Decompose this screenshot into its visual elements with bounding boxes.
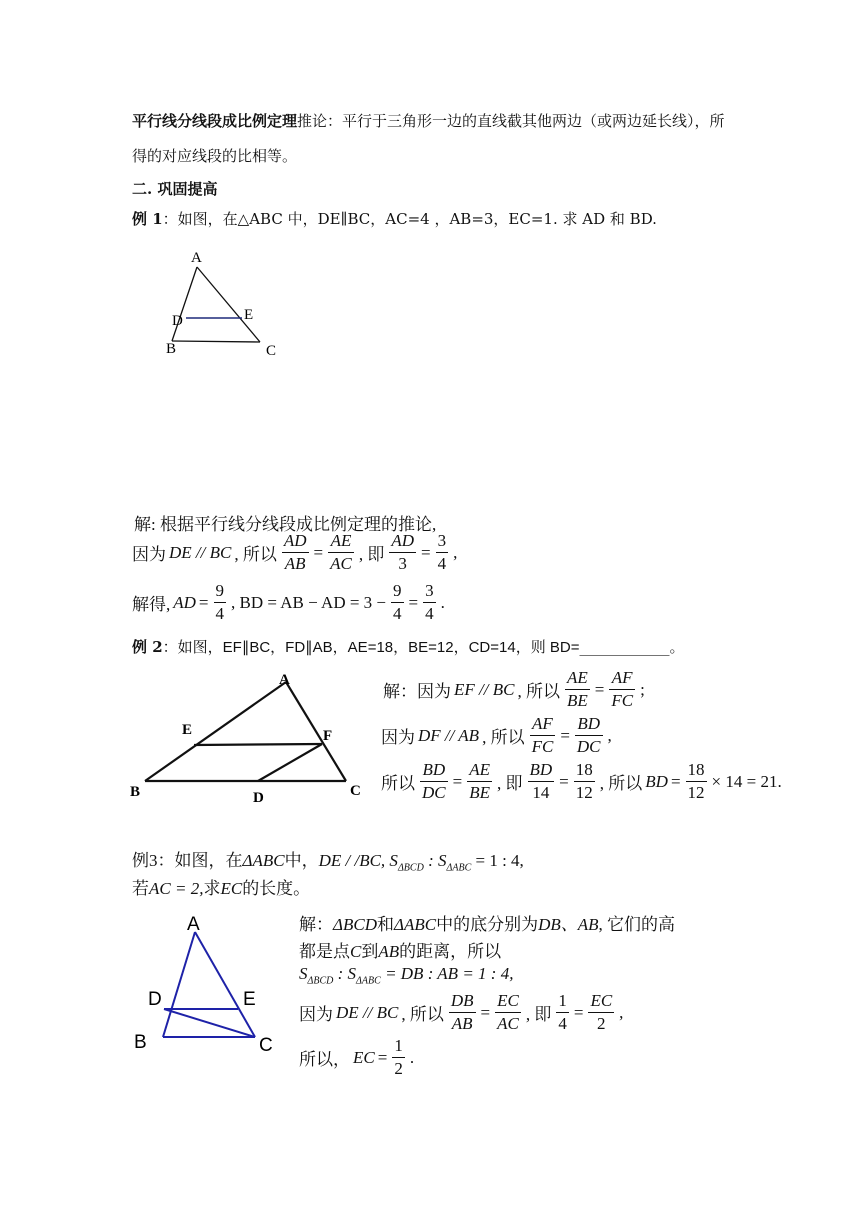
ex1-solution-line-3: 解得, AD = $\frac{9}{4}$ , BD = AB − AD = 3 − $\frac{9}{4}$ = $\frac{3}{4}$ . [132,581,445,623]
example-2-question: 例 2：如图，EF∥BC，FD∥AB，AE=18，BE=12，CD=14，则 BD=____________。 [132,638,685,656]
fraction: $\frac{AE}{AC}$ [330,531,352,573]
ex1-label-E: E [244,307,254,323]
fraction: $\frac{3}{4}$ [425,581,434,623]
fraction: $\frac{1}{4}$ [558,991,567,1033]
section-heading: 二. 巩固提高 [132,180,218,198]
ex1-solution-line-1: 解: 根据平行线分线段成比例定理的推论, [134,515,437,534]
ex3-label-D: D [148,989,162,1010]
ex2-solution-line-1: 解：因为 EF // BC , 所以 $\frac{AE}{BE}$ = $\frac{AF}{FC}$ ; [383,668,645,710]
ex2-label-B: B [130,784,141,800]
fraction: $\frac{AF}{FC}$ [531,714,554,756]
example-1-text: ：如图，在△ABC 中，DE∥BC，AC=4 ，AB=3，EC=1. 求 AD 和 BD. [162,210,657,228]
example-3-question-line-1: 例3：如图，在ΔABC中，DE / /BC, $S_{\Delta BCD}$ : $S_{\Delta ABC} = 1$ : 4, [132,851,524,874]
ex3-solution-line-3: $S_{\Delta BCD}$ : $S_{\Delta ABC}$ = DB : AB = 1 : 4, [299,964,514,987]
ex3-solution-line-5: 所以， EC = $\frac{1}{2}$ . [299,1036,415,1078]
fraction: $\frac{18}{12}$ [575,760,593,802]
ex1-label-B: B [166,341,177,357]
fraction: $\frac{9}{4}$ [215,581,225,623]
fraction: $\frac{BD}{DC}$ [422,760,446,802]
intro-text-1: 推论：平行于三角形一边的直线截其他两边（或两边延长线），所 [297,112,725,130]
example-1-figure [160,245,290,360]
ex3-label-C: C [259,1035,273,1056]
example-2-figure [128,668,368,806]
answer-blank[interactable]: ____________ [579,638,670,656]
fraction: $\frac{AD}{AB}$ [283,531,307,573]
theorem-name: 平行线分线段成比例定理 [132,112,298,130]
ex2-solution-line-3: 所以 $\frac{BD}{DC}$ = $\frac{AE}{BE}$ , 即 $\frac{BD}{14}$ = $\frac{18}{12}$ , 所以 BD = $\frac{18}{12}$ × 14 = 21. [381,760,782,802]
fraction: $\frac{DB}{AB}$ [450,991,474,1033]
example-3-question-line-2: 若AC = 2,求EC的长度。 [132,879,311,898]
fraction: $\frac{EC}{AC}$ [497,991,519,1033]
ex3-solution-line-4: 因为 DE // BC , 所以 $\frac{DB}{AB}$ = $\frac{EC}{AC}$ , 即 $\frac{1}{4}$ = $\frac{EC}{2}$ , [299,991,624,1033]
ex2-label-A: A [279,672,290,688]
fraction: $\frac{9}{4}$ [393,581,402,623]
ex3-label-E: E [243,989,256,1010]
fraction: $\frac{BD}{DC}$ [576,714,601,756]
ex3-label-A: A [187,914,200,935]
example-3-figure [128,910,288,1060]
fraction: $\frac{AD}{3}$ [391,531,415,573]
ex1-label-C: C [266,343,277,359]
intro-line-1 [132,111,725,131]
fraction: $\frac{18}{12}$ [687,760,705,802]
intro-line-2: 得的对应线段的比相等。 [132,147,298,165]
fraction: $\frac{AE}{BE}$ [469,760,490,802]
fraction: $\frac{BD}{14}$ [529,760,553,802]
ex1-solution-line-2: 因为 DE // BC , 所以 $\frac{AD}{AB}$ = $\frac{AE}{AC}$ , 即 $\frac{AD}{3}$ = $\frac{3}{4}$ , [132,531,458,573]
ex3-solution-line-2: 都是点C到AB的距离，所以 [299,942,502,961]
ex3-solution-line-1: 解：ΔBCD和ΔABC中的底分别为DB、AB, 它们的高 [299,915,676,934]
example-2-text: ：如图，EF∥BC，FD∥AB，AE=18，BE=12，CD=14，则 BD= [162,639,580,656]
example-2-label: 例 2 [132,638,163,656]
ex3-label-B: B [134,1032,147,1053]
ex2-label-C: C [350,783,361,799]
fraction: $\frac{AE}{BE}$ [566,668,588,710]
fraction: $\frac{3}{4}$ [437,531,447,573]
fraction: $\frac{AF}{FC}$ [611,668,634,710]
example-1-label: 例 1 [132,210,163,228]
ex2-label-D: D [253,790,264,806]
ex2-solution-line-2: 因为 DF // AB , 所以 $\frac{AF}{FC}$ = $\frac{BD}{DC}$ , [381,714,612,756]
fraction: $\frac{1}{2}$ [394,1036,403,1078]
fraction: $\frac{EC}{2}$ [590,991,613,1033]
ex1-label-A: A [191,250,202,266]
ex1-label-D: D [172,313,183,329]
ex2-label-F: F [323,728,333,744]
ex2-label-E: E [182,722,193,738]
example-1-question [132,209,657,229]
